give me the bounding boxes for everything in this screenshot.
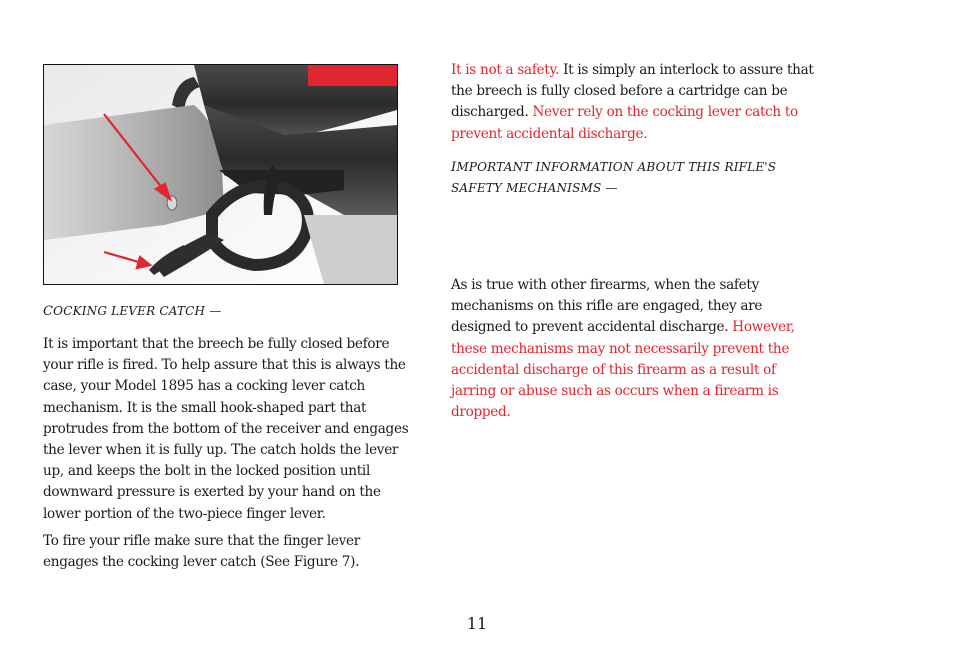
rifle-receiver-photo bbox=[43, 64, 398, 285]
safety-mechanisms-caption: IMPORTANT INFORMATION ABOUT THIS RIFLE'S SAFETY MECHANISMS — bbox=[451, 160, 777, 195]
page-number: 11 bbox=[466, 614, 488, 633]
fire-instruction-paragraph: To fire your rifle make sure that the finger lever engages the cocking lever catch (See Figure 7). bbox=[43, 533, 360, 571]
not-a-safety-warning: It is not a safety. bbox=[451, 62, 560, 78]
not-a-safety-paragraph: It is not a safety. It is simply an interlock to assure that the breech is fully closed before a cartridge can be discharged. Never rely on the cocking lever catch to prevent accidental discharge. bbox=[451, 62, 814, 142]
jarring-warning: However, these mechanisms may not necessarily prevent the accidental discharge of this firearm as a result of jarring or abuse such as occurs when a firearm is dropped. bbox=[451, 319, 795, 421]
never-rely-warning: Never rely on the cocking lever catch to prevent accidental discharge. bbox=[451, 104, 798, 142]
cocking-lever-catch-paragraph: It is important that the breech be fully closed before your rifle is fired. To help assure that this is always the case, your Model 1895 has a cocking lever catch mechanism. It is the small hook-shaped part that protrudes from the bottom of the receiver and engages the lever when it is fully up. The catch holds the lever up, and keeps the bolt in the locked position until downward pressure is exerted by your hand on the lower portion of the two-piece finger lever. bbox=[43, 336, 409, 522]
cocking-lever-catch-caption: COCKING LEVER CATCH — bbox=[43, 304, 222, 319]
safety-mechanisms-paragraph: As is true with other firearms, when the safety mechanisms on this rifle are engaged, they are designed to prevent accidental discharge. However, these mechanisms may not necessarily prevent the accidental discharge of this firearm as a result of jarring or abuse such as occurs when a firearm is dropped. bbox=[451, 277, 795, 421]
